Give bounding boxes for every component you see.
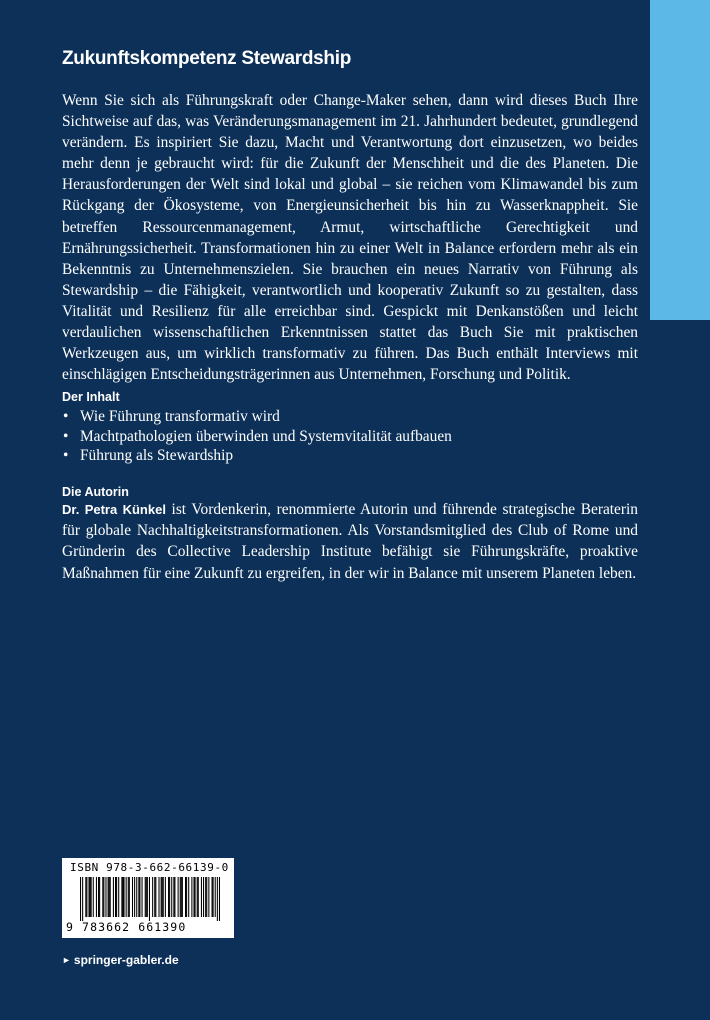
- barcode-bar: [142, 877, 143, 917]
- list-item: [62, 446, 452, 466]
- barcode-bar: [198, 877, 199, 917]
- barcode-bar: [203, 877, 204, 917]
- barcode-bar: [206, 877, 207, 917]
- list-item: [62, 427, 452, 447]
- barcode-bar: [103, 877, 104, 917]
- barcode-bar: [132, 877, 133, 917]
- barcode-bar: [126, 877, 127, 917]
- publisher-url: springer-gabler.de: [73, 953, 179, 967]
- barcode-bar: [174, 877, 175, 917]
- barcode-bar: [82, 877, 83, 921]
- accent-bar: [650, 0, 710, 320]
- barcode-bar: [102, 877, 103, 917]
- barcode-bar: [181, 877, 182, 917]
- barcode-bar: [169, 877, 170, 917]
- barcode-bar: [195, 877, 196, 917]
- barcode-bar: [182, 877, 183, 917]
- contents-list: [62, 407, 452, 466]
- barcode-bar: [121, 877, 122, 917]
- book-description: Wenn Sie sich als Führungskraft oder Change-Maker sehen, dann wird dieses Buch Ihre Sichtweise auf das, was Veränderungsmanagement im 21. Jahrhundert bedeutet, grundlegend verändern. Es inspiriert Sie dazu, Macht und Verantwortung dort einzusetzen, wo beides mehr denn je gebraucht wird: für die Zukunft der Menschheit und die des Planeten. Die Herausforderungen der Welt sind lokal und global – sie reichen vom Klimawandel bis zum Rückgang der Ökosysteme, von Energieunsicherheit bis hin zu Wasserknappheit. Sie betreffen Ressourcenmanagement, Armut, wirtschaftliche Gerechtigkeit und Ernährungssicherheit. Transformationen hin zu einer Welt in Balance erfordern mehr als ein Bekenntnis zu Unternehmenszielen. Sie brauchen ein neues Narrativ von Führung als Stewardship – die Fähigkeit, verantwortlich und kooperativ Zukunft so zu gestalten, dass Vitalität und Resilienz für alle erreichbar sind. Gespickt mit Denkanstößen und leicht verdaulichen wissenschaftlichen Erkenntnissen stattet das Buch Sie mit praktischen Werkzeugen aus, um wirklich transformativ zu führen. Das Buch enthält Interviews mit einschlägigen Entscheidungsträgerinnen aus Unternehmen, Forschung und Politik.: [62, 92, 638, 384]
- list-item-label: Machtpathologien überwinden und Systemvitalität aufbauen: [80, 427, 452, 445]
- barcode-bar: [185, 877, 186, 917]
- barcode-bar: [138, 877, 139, 917]
- bullet-icon: •: [63, 447, 69, 464]
- barcode-bar: [139, 877, 140, 917]
- barcode-bar: [88, 877, 89, 917]
- author-bio-paragraph: [62, 499, 638, 584]
- barcode-bar: [155, 877, 156, 917]
- author-name: Dr. Petra Künkel: [62, 502, 166, 517]
- barcode-bar: [128, 877, 129, 917]
- barcode-bar: [122, 877, 123, 917]
- barcode-bar: [91, 877, 92, 917]
- barcode-bar: [85, 877, 86, 917]
- bullet-icon: •: [63, 427, 69, 445]
- publisher-link[interactable]: [62, 953, 179, 967]
- barcode-bar: [109, 877, 110, 917]
- barcode-bar: [215, 877, 216, 917]
- barcode-bars: [80, 877, 220, 921]
- author-bio: ist Vordenkerin, renommierte Autorin und führende strategische Beraterin für globale Nachhaltigkeitstransformationen. Als Vorstandsmitglied des Club of Rome und Gründerin des Collective Leadership Institute befähigt sie Führungskräfte, proaktive Maßnahmen für eine Zukunft zu ergreifen, in der wir in Balance mit unserem Planeten leben.: [62, 501, 638, 582]
- barcode-bar: [113, 877, 114, 917]
- barcode-bar: [161, 877, 162, 917]
- author-heading: Die Autorin: [62, 485, 129, 499]
- barcode-bar: [162, 877, 163, 917]
- barcode-bar: [123, 877, 124, 917]
- barcode-bar: [165, 877, 166, 917]
- barcode-bar: [118, 877, 119, 917]
- barcode-bar: [188, 877, 189, 917]
- barcode-bar: [201, 877, 202, 917]
- barcode-bar: [80, 877, 81, 921]
- barcode-bar: [93, 877, 94, 917]
- barcode-bar: [147, 877, 148, 917]
- barcode-bar: [219, 877, 220, 921]
- barcode-bar: [154, 877, 155, 917]
- barcode-bar: [116, 877, 117, 917]
- barcode-bar: [171, 877, 172, 917]
- isbn-barcode: [62, 858, 234, 938]
- barcode-bar: [90, 877, 91, 917]
- list-item-label: Führung als Stewardship: [80, 447, 234, 464]
- barcode-bar: [134, 877, 135, 917]
- barcode-bar: [193, 877, 194, 917]
- barcode-bar: [186, 877, 187, 917]
- barcode-bar: [158, 877, 159, 917]
- barcode-bar: [129, 877, 130, 917]
- barcode-bar: [105, 877, 106, 917]
- barcode-bar: [205, 877, 206, 917]
- barcode-bar: [213, 877, 214, 917]
- list-item-label: Wie Führung transformativ wird: [80, 408, 280, 425]
- barcode-bar: [145, 877, 146, 917]
- barcode-bar: [99, 877, 100, 917]
- barcode-bar: [208, 877, 209, 917]
- barcode-bar: [173, 877, 174, 917]
- book-title: Zukunftskompetenz Stewardship: [62, 48, 352, 69]
- barcode-bar: [146, 877, 147, 917]
- list-item: [62, 407, 452, 427]
- barcode-bar: [108, 877, 109, 917]
- arrow-right-icon: ►: [62, 955, 71, 965]
- barcode-bar: [110, 877, 111, 917]
- barcode-digits: 9 783662 661390: [66, 920, 187, 934]
- barcode-bar: [168, 877, 169, 917]
- barcode-bar: [163, 877, 164, 917]
- barcode-bar: [180, 877, 181, 917]
- barcode-bar: [212, 877, 213, 917]
- isbn-label: ISBN 978-3-662-66139-0: [70, 861, 229, 874]
- barcode-bar: [115, 877, 116, 917]
- barcode-bar: [86, 877, 87, 917]
- barcode-bar: [152, 877, 153, 917]
- barcode-bar: [178, 877, 179, 917]
- bullet-icon: •: [63, 408, 69, 425]
- barcode-bar: [98, 877, 99, 917]
- barcode-bar: [217, 877, 218, 921]
- contents-heading: Der Inhalt: [62, 390, 120, 404]
- barcode-bar: [136, 877, 137, 917]
- barcode-bar: [197, 877, 198, 917]
- barcode-bar: [149, 877, 150, 921]
- barcode-bar: [96, 877, 97, 917]
- barcode-bar: [191, 877, 192, 917]
